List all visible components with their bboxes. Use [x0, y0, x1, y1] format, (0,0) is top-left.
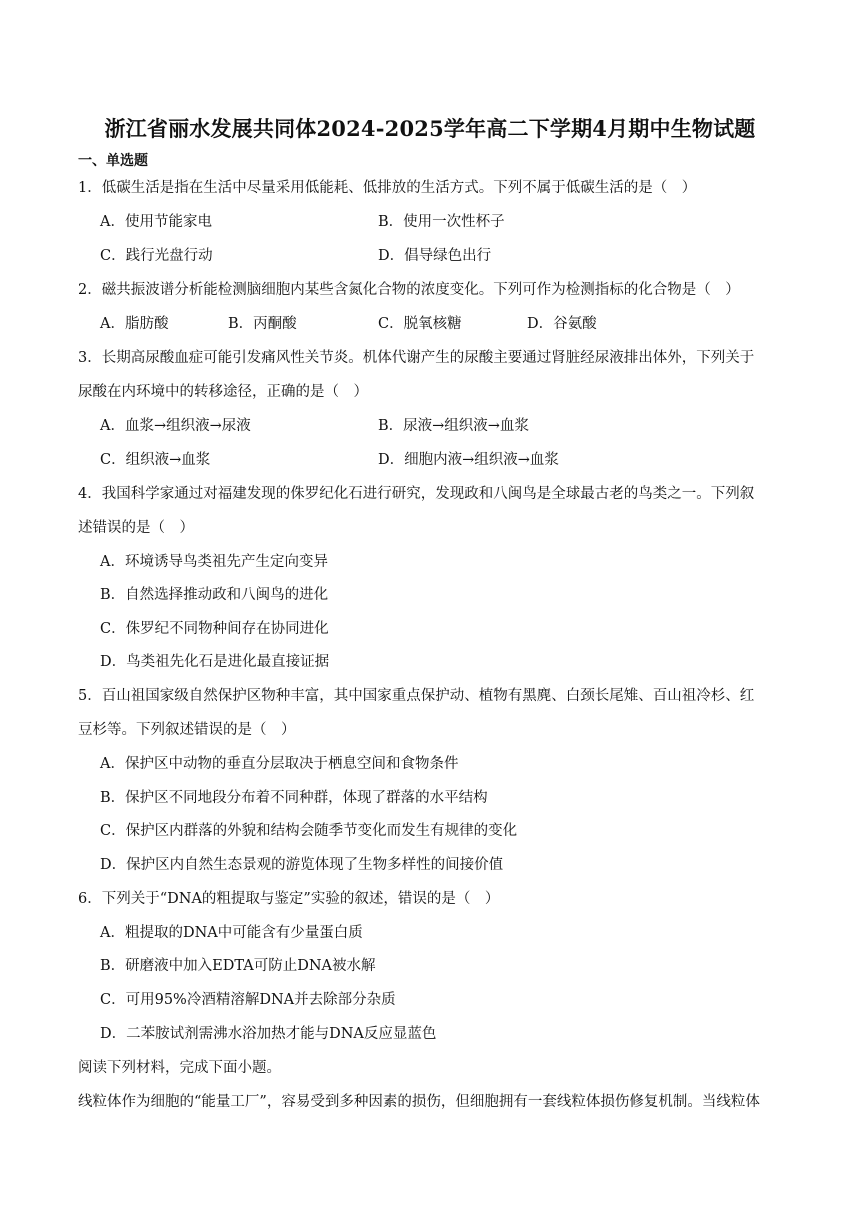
- question-1-option-d: D．倡导绿色出行: [378, 248, 492, 264]
- question-6-option-c: C．可用95%冷酒精溶解DNA并去除部分杂质: [100, 992, 396, 1008]
- question-1-option-c: C．践行光盘行动: [100, 248, 213, 264]
- question-3-option-b: B．尿液→组织液→血浆: [378, 418, 529, 434]
- question-1-option-b: B．使用一次性杯子: [378, 214, 505, 230]
- question-1-stem: 1．低碳生活是指在生活中尽量采用低能耗、低排放的生活方式。下列不属于低碳生活的是（ ）: [78, 180, 697, 196]
- question-3-option-a: A．血浆→组织液→尿液: [100, 418, 251, 434]
- question-1-option-a: A．使用节能家电: [100, 214, 212, 230]
- question-5-option-a: A．保护区中动物的垂直分层取决于栖息空间和食物条件: [100, 756, 459, 772]
- question-3-stem-line-2: 尿酸在内环境中的转移途径，正确的是（ ）: [78, 384, 368, 400]
- reading-intro: 阅读下列材料，完成下面小题。: [78, 1060, 281, 1076]
- question-4-option-b: B．自然选择推动政和八闽鸟的进化: [100, 587, 329, 603]
- question-4-stem-line-2: 述错误的是（ ）: [78, 520, 194, 536]
- question-4-stem-line-1: 4．我国科学家通过对福建发现的侏罗纪化石进行研究，发现政和八闽鸟是全球最古老的鸟类之一。下列叙: [78, 486, 755, 502]
- question-4-option-c: C．侏罗纪不同物种间存在协同进化: [100, 621, 329, 637]
- question-5-option-c: C．保护区内群落的外貌和结构会随季节变化而发生有规律的变化: [100, 823, 518, 839]
- question-3-option-d: D．细胞内液→组织液→血浆: [378, 452, 559, 468]
- question-5-stem-line-2: 豆杉等。下列叙述错误的是（ ）: [78, 722, 296, 738]
- question-3-option-c: C．组织液→血浆: [100, 452, 211, 468]
- question-6-option-a: A．粗提取的DNA中可能含有少量蛋白质: [100, 925, 363, 941]
- question-2-option-d: D．谷氨酸: [527, 316, 597, 332]
- question-6-stem: 6．下列关于“DNA的粗提取与鉴定”实验的叙述，错误的是（ ）: [78, 891, 500, 907]
- question-5-option-b: B．保护区不同地段分布着不同种群，体现了群落的水平结构: [100, 790, 488, 806]
- question-4-option-a: A．环境诱导鸟类祖先产生定向变异: [100, 554, 328, 570]
- question-5-stem-line-1: 5．百山祖国家级自然保护区物种丰富，其中国家重点保护动、植物有黑麂、白颈长尾雉、百山祖冷杉、红: [78, 688, 755, 704]
- question-2-stem: 2．磁共振波谱分析能检测脑细胞内某些含氮化合物的浓度变化。下列可作为检测指标的化合物是（ ）: [78, 282, 740, 298]
- question-4-option-d: D．鸟类祖先化石是进化最直接证据: [100, 654, 330, 670]
- question-2-option-b: B．丙酮酸: [228, 316, 297, 332]
- question-6-option-d: D．二苯胺试剂需沸水浴加热才能与DNA反应显蓝色: [100, 1026, 437, 1042]
- question-2-option-c: C．脱氧核糖: [378, 316, 462, 332]
- question-3-stem-line-1: 3．长期高尿酸血症可能引发痛风性关节炎。机体代谢产生的尿酸主要通过肾脏经尿液排出体外，下列关于: [78, 350, 755, 366]
- section-heading: 一、单选题: [78, 153, 148, 169]
- page-title: 浙江省丽水发展共同体2024-2025学年高二下学期4月期中生物试题: [104, 116, 756, 141]
- reading-passage: 线粒体作为细胞的“能量工厂”，容易受到多种因素的损伤，但细胞拥有一套线粒体损伤修复机制。当线粒体: [78, 1094, 760, 1110]
- question-5-option-d: D．保护区内自然生态景观的游览体现了生物多样性的间接价值: [100, 857, 504, 873]
- question-2-option-a: A．脂肪酸: [100, 316, 169, 332]
- question-6-option-b: B．研磨液中加入EDTA可防止DNA被水解: [100, 958, 376, 974]
